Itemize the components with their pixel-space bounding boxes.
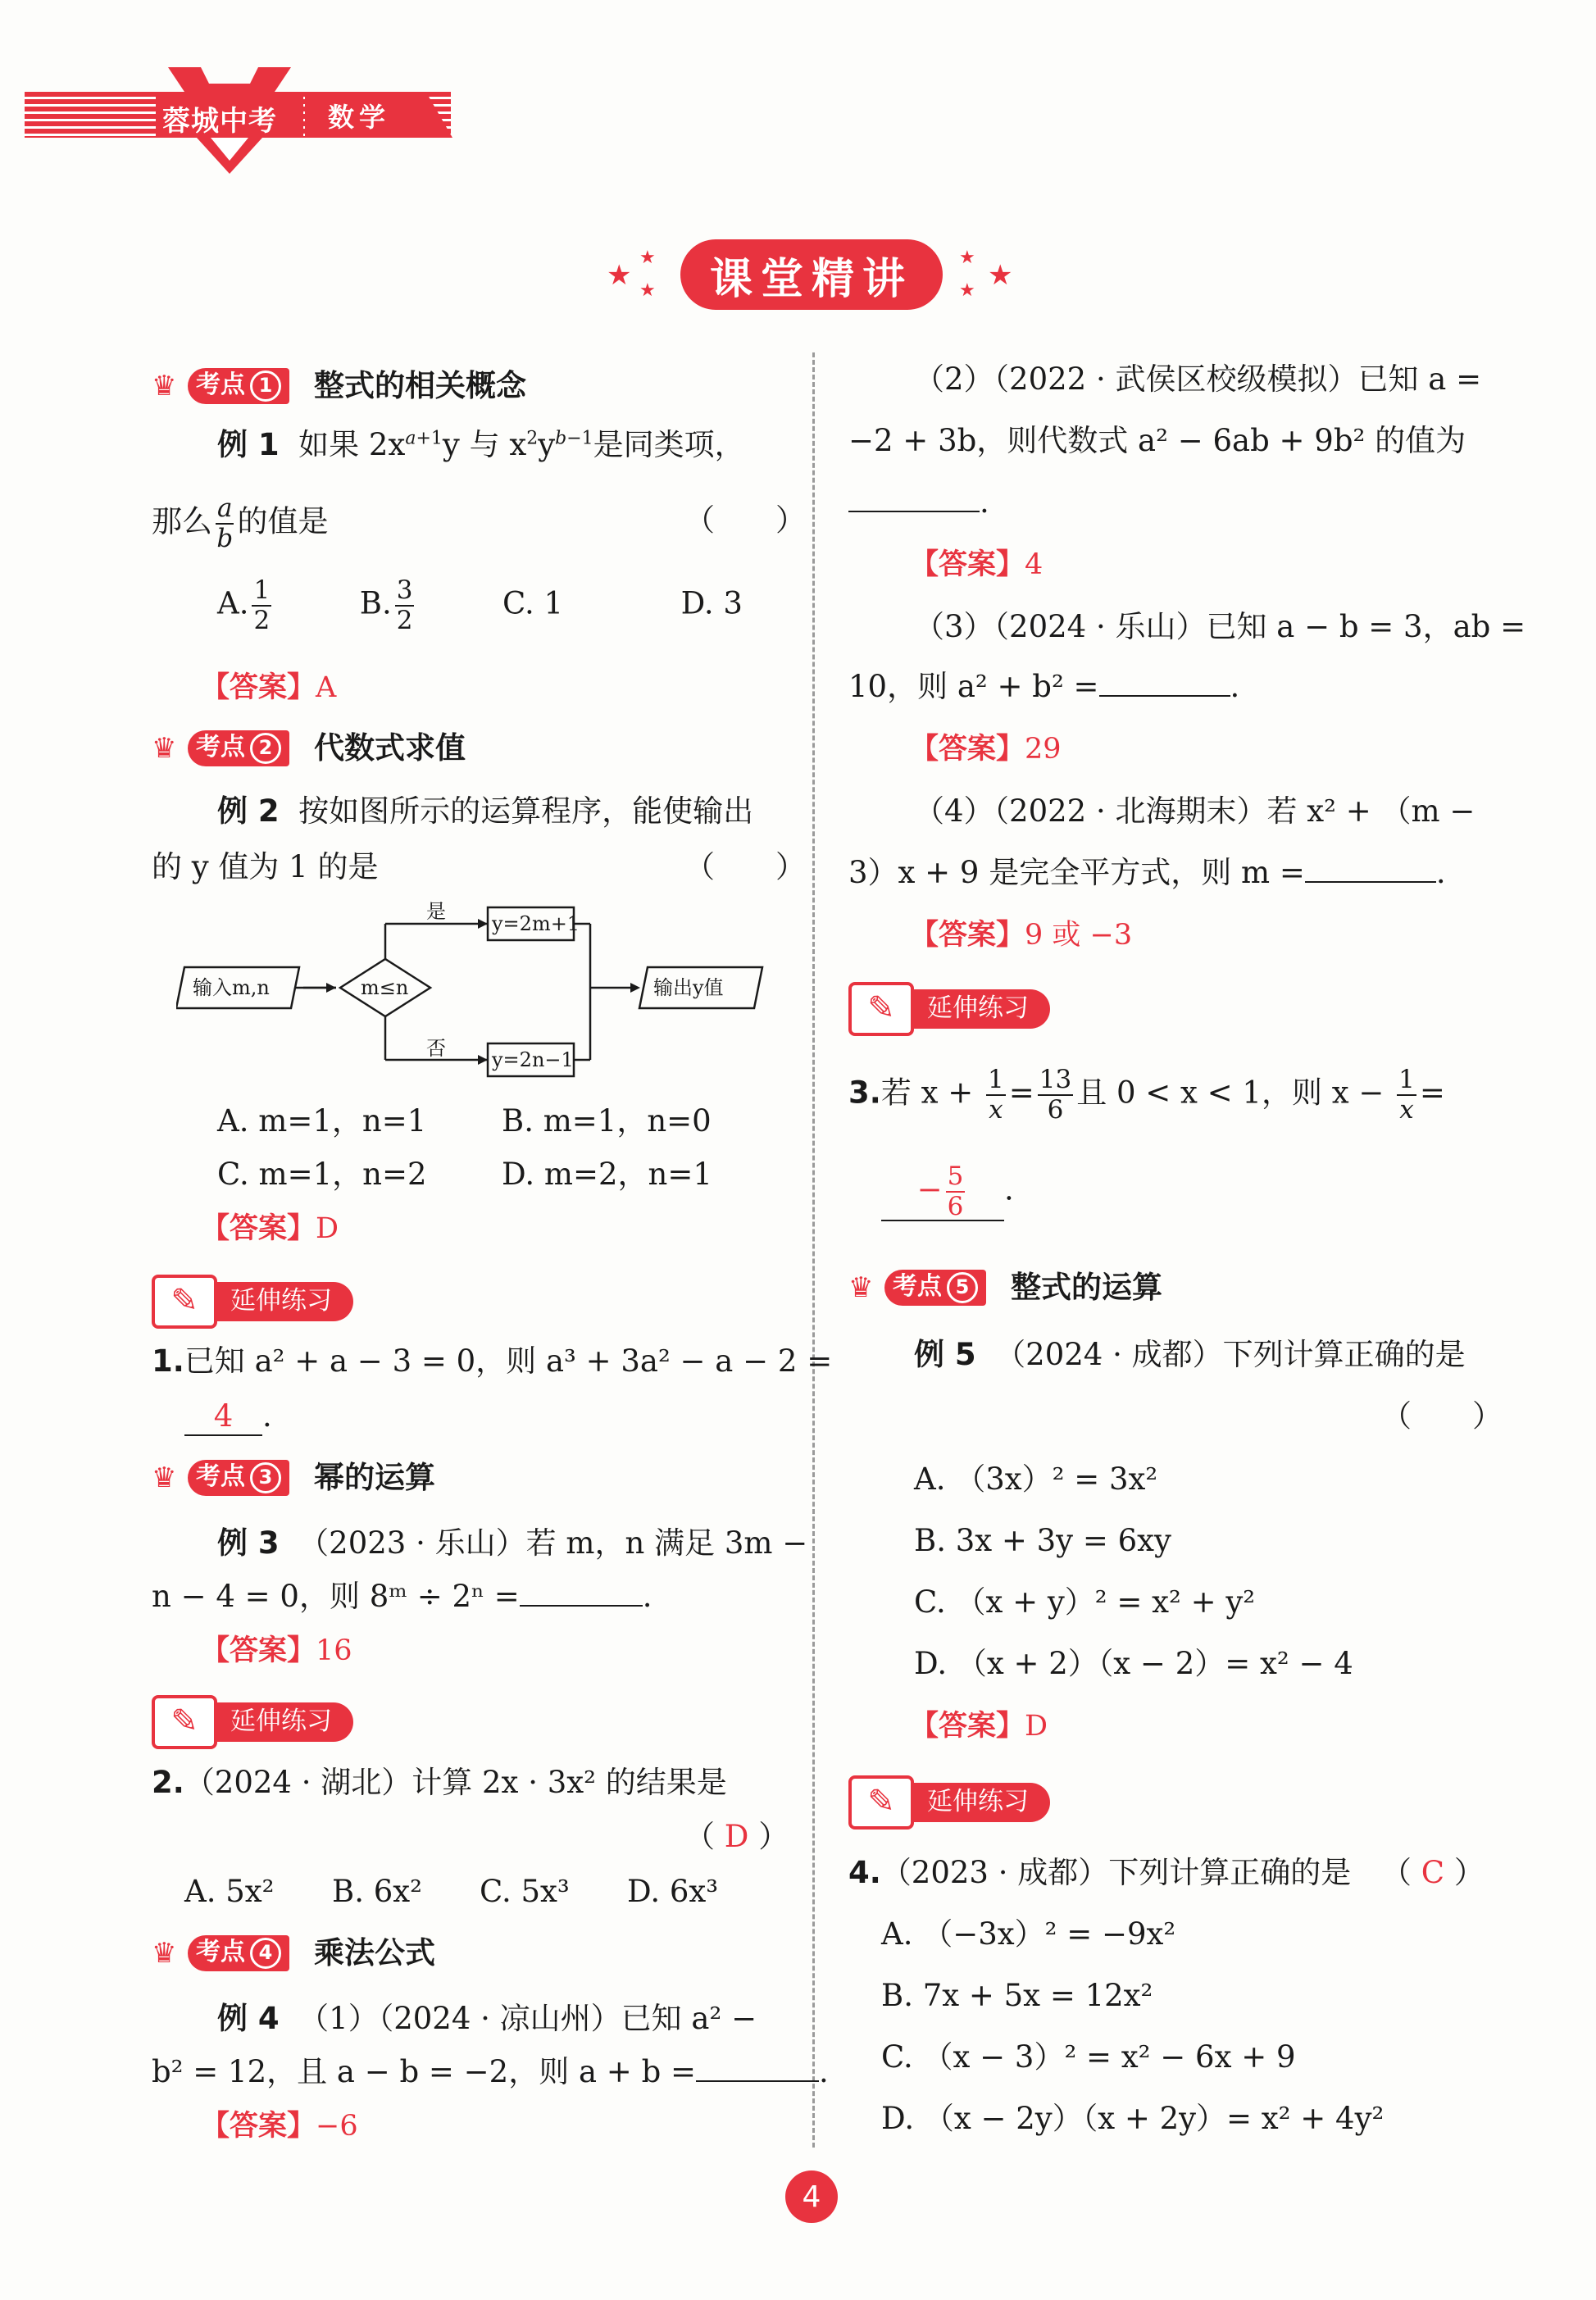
ex1-line1: 例 1 如果 $2x^{a+1}y$ 与 $x^2y^{b-1}$是同类项， bbox=[217, 427, 745, 462]
kp-badge: 考点 2 bbox=[188, 730, 289, 766]
star-icon: ★ bbox=[988, 259, 1013, 292]
flow-yes-label: 是 bbox=[426, 900, 446, 923]
ex4-line1: 例 4 （1）（2024 · 凉山州）已知 a² − bbox=[217, 2001, 757, 2036]
p2-opt-a: A. 5x² bbox=[184, 1874, 275, 1909]
ex2-paren: （ ） bbox=[684, 849, 806, 884]
ex5-opt-c: C. （x + y）² = x² + y² bbox=[914, 1584, 1256, 1620]
person-star-icon: ♛ bbox=[848, 1270, 874, 1304]
section-title: 课堂精讲 bbox=[709, 254, 913, 304]
person-star-icon: ♛ bbox=[152, 1461, 177, 1494]
ex2-line2: 的 y 值为 1 的是 bbox=[152, 849, 379, 884]
ex4-p4-line1: （4）（2022 · 北海期末）若 x² + （m − bbox=[914, 793, 1476, 829]
ex5-line1: 例 5 （2024 · 成都）下列计算正确的是 bbox=[914, 1337, 1466, 1372]
kp-badge: 考点 4 bbox=[188, 1935, 289, 1971]
kp1-title: 整式的相关概念 bbox=[314, 368, 526, 403]
kp4-title: 乘法公式 bbox=[314, 1935, 435, 1970]
p2-line: 2.（2024 · 湖北）计算 2x · 3x² 的结果是 bbox=[152, 1765, 727, 1800]
ex4-p3-line2: 10，则 a² + b² = . bbox=[848, 669, 1240, 704]
kp2-header bbox=[152, 730, 466, 766]
flow-no-label: 否 bbox=[426, 1037, 446, 1060]
person-star-icon: ♛ bbox=[152, 369, 177, 402]
kp-badge: 考点 1 bbox=[188, 368, 289, 404]
kp-badge: 考点 3 bbox=[188, 1460, 289, 1496]
person-star-icon: ♛ bbox=[152, 731, 177, 765]
p2-opt-b: B. 6x² bbox=[332, 1874, 422, 1909]
kp2-title: 代数式求值 bbox=[314, 730, 466, 766]
p2-opt-c: C. 5x³ bbox=[480, 1874, 570, 1909]
ex3-line1: 例 3 （2023 · 乐山）若 m，n 满足 3m − bbox=[217, 1525, 808, 1561]
p4-line: 4.（2023 · 成都）下列计算正确的是 bbox=[848, 1855, 1352, 1890]
extension-practice-3: ✎ 延伸练习 bbox=[848, 982, 1050, 1036]
p4-opt-b: B. 7x + 5x = 12x² bbox=[881, 1978, 1153, 2013]
ex5-opt-a: A. （3x）² = 3x² bbox=[914, 1461, 1158, 1497]
ex4-p3-answer: 【答案】29 bbox=[910, 733, 1062, 766]
p1-line: 1.已知 a² + a − 3 = 0，则 a³ + 3a² − a − 2 = bbox=[152, 1343, 833, 1379]
ex3-line2: n − 4 = 0，则 8ᵐ ÷ 2ⁿ = . bbox=[152, 1579, 652, 1614]
ex2-line1: 例 2 按如图所示的运算程序，能使输出 bbox=[217, 793, 754, 829]
star-icon: ★ bbox=[959, 280, 975, 301]
flow-cond-label: m≤n bbox=[361, 976, 409, 999]
p3-fill: − $\frac{5}{6}$ . bbox=[881, 1164, 1014, 1221]
book-pen-icon: ✎ bbox=[152, 1695, 217, 1749]
extension-practice-4: ✎ 延伸练习 bbox=[848, 1775, 1050, 1830]
ex4-p4-answer: 【答案】9 或 −3 bbox=[910, 919, 1133, 952]
p2-paren: （ D ） bbox=[684, 1819, 789, 1854]
p4-opt-d: D. （x − 2y）（x + 2y）= x² + 4y² bbox=[881, 2101, 1385, 2136]
kp3-header bbox=[152, 1459, 435, 1496]
ex4-p4-line2: 3）x + 9 是完全平方式，则 m = . bbox=[848, 855, 1446, 890]
book-pen-icon: ✎ bbox=[848, 982, 914, 1036]
star-icon: ★ bbox=[639, 280, 656, 301]
kp1-header bbox=[152, 367, 526, 404]
ex2-opt-a: A. m=1，n=1 bbox=[217, 1103, 427, 1139]
ex4-p2-blank: . bbox=[848, 484, 989, 520]
ex4-p3-line1: （3）（2024 · 乐山）已知 a − b = 3，ab = bbox=[914, 609, 1526, 644]
flowchart bbox=[176, 898, 791, 1086]
kp3-title: 幂的运算 bbox=[314, 1460, 435, 1495]
kp4-header bbox=[152, 1934, 435, 1971]
ex1-line2: 那么 $\frac{a}{b}$ 的值是 bbox=[152, 493, 329, 553]
book-pen-icon: ✎ bbox=[848, 1775, 914, 1830]
page-number: 4 bbox=[785, 2170, 838, 2223]
kp-badge: 考点 5 bbox=[884, 1270, 986, 1306]
flow-yes-out: y=2m+1 bbox=[492, 912, 580, 935]
ex3-answer: 【答案】16 bbox=[201, 1634, 352, 1667]
ex4-line2: b² = 12，且 a − b = −2，则 a + b = . bbox=[152, 2054, 829, 2089]
subject-label: 数学 bbox=[328, 102, 391, 133]
ex5-opt-b: B. 3x + 3y = 6xy bbox=[914, 1523, 1171, 1558]
p4-opt-a: A. （−3x）² = −9x² bbox=[881, 1916, 1176, 1952]
star-icon: ★ bbox=[959, 248, 975, 268]
brand-name: 蓉城中考 bbox=[162, 105, 277, 138]
star-icon: ★ bbox=[607, 259, 632, 292]
p4-paren: （ C ） bbox=[1381, 1855, 1485, 1890]
person-star-icon: ♛ bbox=[152, 1936, 177, 1970]
ex4-answer: 【答案】−6 bbox=[201, 2110, 358, 2143]
flow-input-label: 输入m,n bbox=[193, 976, 270, 999]
right-column bbox=[820, 0, 1596, 2213]
kp5-header bbox=[848, 1269, 1162, 1306]
kp5-title: 整式的运算 bbox=[1011, 1270, 1162, 1305]
ex1-answer: 【答案】A bbox=[201, 671, 337, 704]
ex5-answer: 【答案】D bbox=[910, 1710, 1048, 1743]
extension-practice-2: ✎ 延伸练习 bbox=[152, 1695, 353, 1749]
flow-no-out: y=2n−1 bbox=[492, 1048, 574, 1071]
ex5-opt-d: D. （x + 2）（x − 2）= x² − 4 bbox=[914, 1646, 1353, 1681]
ex2-opt-b: B. m=1，n=0 bbox=[502, 1103, 712, 1139]
ex1-paren: （ ） bbox=[684, 502, 806, 538]
flow-output-label: 输出y值 bbox=[653, 976, 724, 999]
ex4-p2-line2: −2 + 3b，则代数式 a² − 6ab + 9b² 的值为 bbox=[848, 423, 1466, 458]
p4-opt-c: C. （x − 3）² = x² − 6x + 9 bbox=[881, 2039, 1296, 2075]
column-divider bbox=[812, 352, 815, 2148]
ex5-paren: （ ） bbox=[1381, 1398, 1503, 1434]
p1-fill: 4 . bbox=[184, 1398, 272, 1436]
p2-opt-d: D. 6x³ bbox=[627, 1874, 719, 1909]
ex4-p2-answer: 【答案】4 bbox=[910, 548, 1044, 581]
ex2-opt-d: D. m=2，n=1 bbox=[502, 1157, 712, 1192]
ex4-p2-line1: （2）（2022 · 武侯区校级模拟）已知 a = bbox=[914, 361, 1482, 397]
extension-practice-1: ✎ 延伸练习 bbox=[152, 1275, 353, 1329]
ex2-opt-c: C. m=1，n=2 bbox=[217, 1157, 427, 1192]
p3-line: 3.若 x + $\frac{1}{x}$ = $\frac{13}{6}$ 且 0 < x < 1，则 x − $\frac{1}{x}$ = bbox=[848, 1065, 1445, 1125]
book-pen-icon: ✎ bbox=[152, 1275, 217, 1329]
ex1-options: A. $\frac{1}{2}$ B. $\frac{3}{2}$ C. 1 D. 3 bbox=[217, 575, 743, 635]
ex2-answer: 【答案】D bbox=[201, 1212, 339, 1245]
star-icon: ★ bbox=[639, 248, 656, 268]
